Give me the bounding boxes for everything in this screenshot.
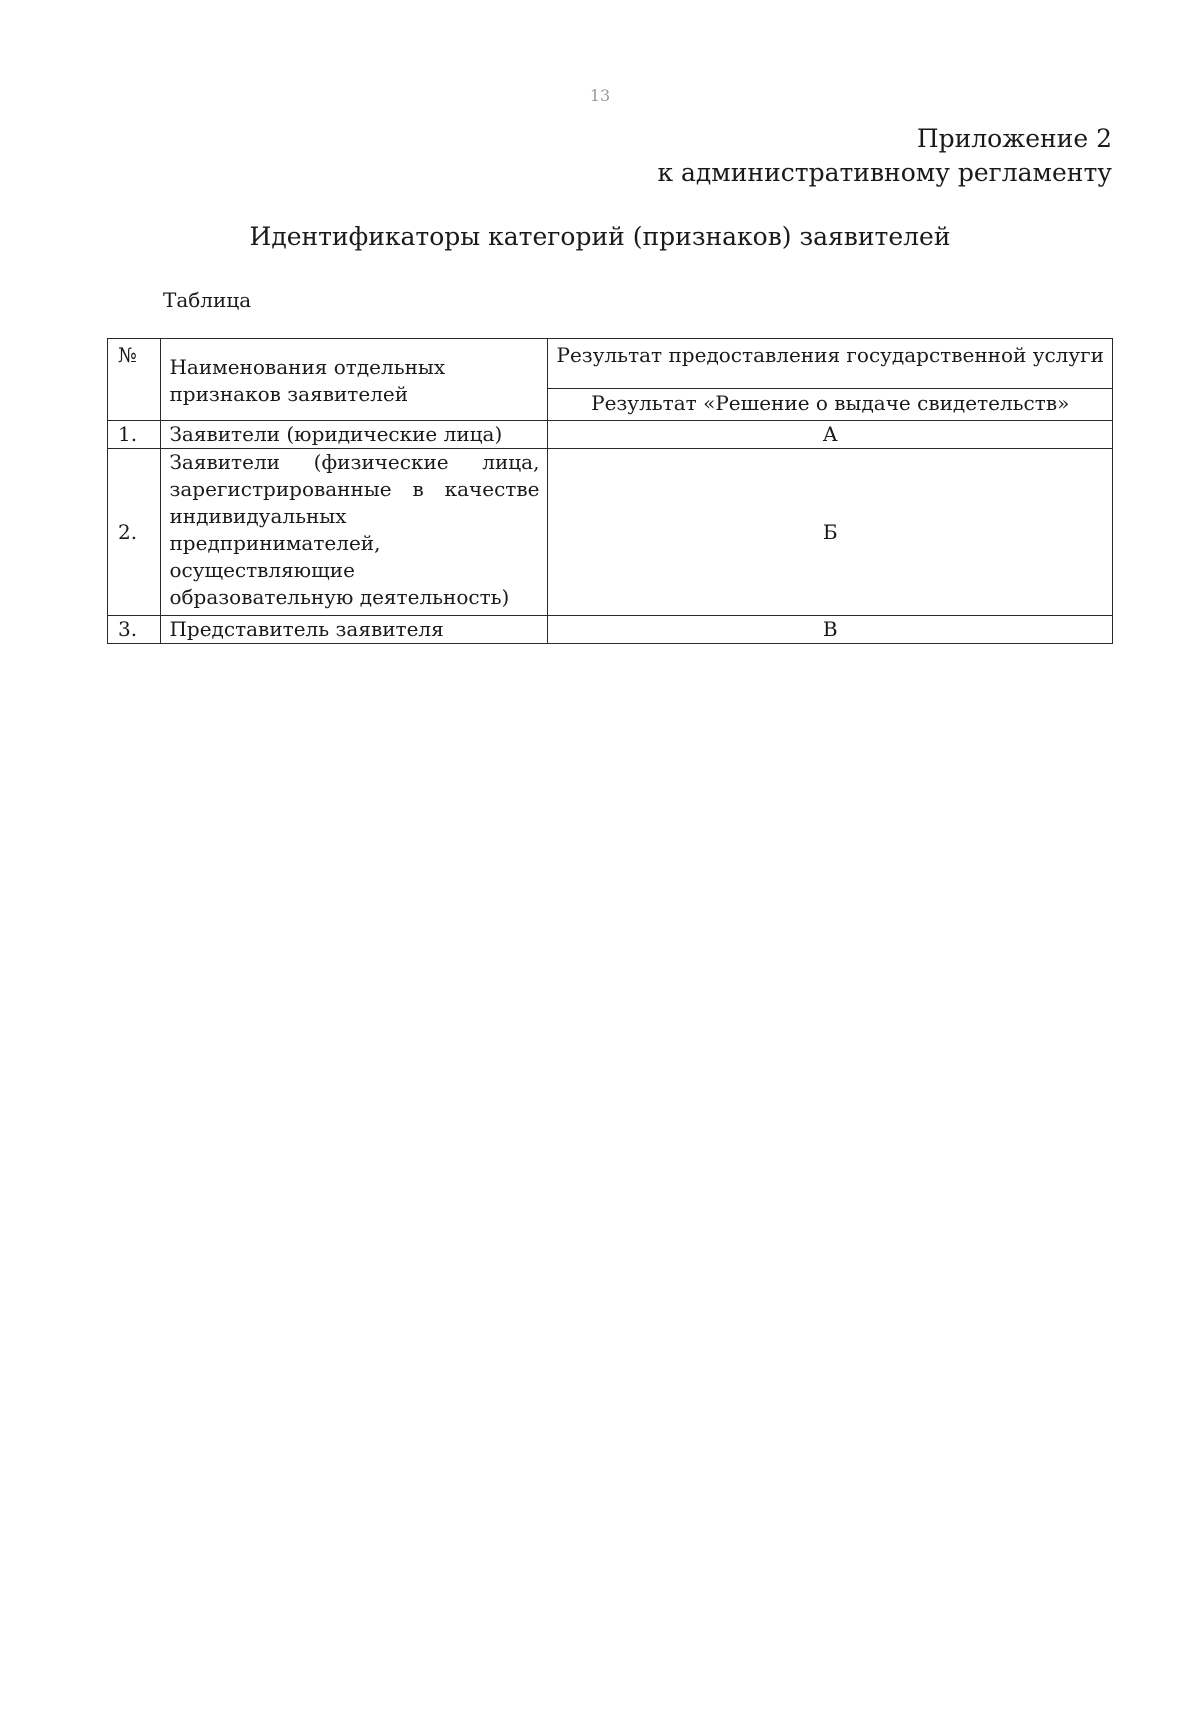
row-num: 2. bbox=[108, 449, 161, 616]
header-result-group: Результат предоставления государственной услуги bbox=[548, 339, 1113, 389]
appendix-line-2: к административному регламенту bbox=[657, 158, 1112, 187]
table-row bbox=[108, 449, 1113, 616]
table-row bbox=[108, 616, 1113, 644]
row-num: 3. bbox=[108, 616, 161, 644]
table-header-row bbox=[108, 339, 1113, 389]
header-num: № bbox=[108, 339, 161, 421]
row-value: А bbox=[548, 421, 1113, 449]
row-value: В bbox=[548, 616, 1113, 644]
appendix-note bbox=[657, 122, 1112, 190]
applicant-categories-table bbox=[107, 338, 1113, 644]
page-number: 13 bbox=[589, 86, 611, 105]
row-name: Заявители (физические лица, зарегистрированные в качестве индивидуальных предпринимателей, осуществляющие образовательную деятельность) bbox=[161, 449, 548, 616]
row-value: Б bbox=[548, 449, 1113, 616]
table-caption: Таблица bbox=[163, 288, 252, 312]
row-num: 1. bbox=[108, 421, 161, 449]
row-name: Представитель заявителя bbox=[161, 616, 548, 644]
document-title: Идентификаторы категорий (признаков) заявителей bbox=[249, 222, 951, 251]
header-name: Наименования отдельных признаков заявителей bbox=[161, 339, 548, 421]
table-row bbox=[108, 421, 1113, 449]
header-result-sub: Результат «Решение о выдаче свидетельств» bbox=[548, 389, 1113, 421]
row-name: Заявители (юридические лица) bbox=[161, 421, 548, 449]
appendix-line-1: Приложение 2 bbox=[916, 124, 1112, 153]
